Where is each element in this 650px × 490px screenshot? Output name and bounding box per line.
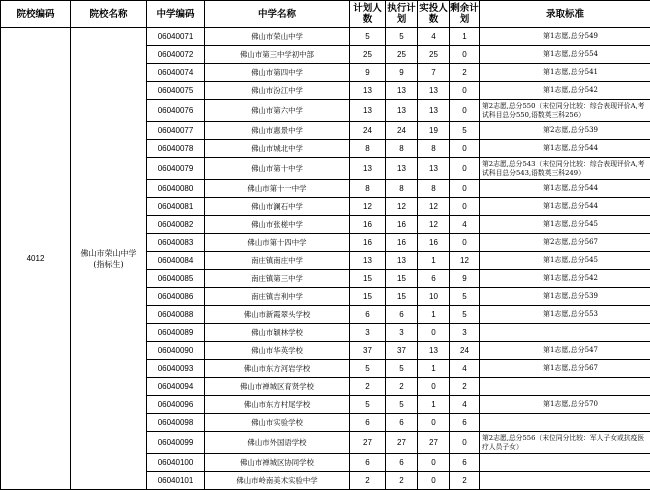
remain-cell: 2 [450, 64, 480, 82]
ms-name-cell: 佛山市岭南美术实验中学 [205, 472, 350, 490]
ms-name-cell: 佛山市颖林学校 [205, 324, 350, 342]
remain-cell: 4 [450, 216, 480, 234]
plan-cell: 3 [350, 324, 386, 342]
actual-cell: 27 [418, 432, 450, 454]
ms-code-cell: 06040100 [147, 454, 205, 472]
standard-cell: 第1志愿,总分539 [480, 288, 650, 306]
ms-name-cell: 佛山市华英学校 [205, 342, 350, 360]
ms-name-cell: 佛山市东方村尾学校 [205, 396, 350, 414]
plan-cell: 5 [350, 360, 386, 378]
remain-cell: 12 [450, 252, 480, 270]
plan-cell: 2 [350, 472, 386, 490]
header-exec: 执行计划 [386, 1, 418, 28]
exec-cell: 2 [386, 378, 418, 396]
exec-cell: 5 [386, 396, 418, 414]
ms-name-cell: 南庄镇南庄中学 [205, 252, 350, 270]
exec-cell: 15 [386, 288, 418, 306]
exec-cell: 15 [386, 270, 418, 288]
plan-cell: 2 [350, 378, 386, 396]
plan-cell: 16 [350, 216, 386, 234]
ms-name-cell: 佛山市荣山中学 [205, 28, 350, 46]
actual-cell: 25 [418, 46, 450, 64]
remain-cell: 6 [450, 454, 480, 472]
standard-cell: 第1志愿,总分544 [480, 180, 650, 198]
ms-name-cell: 佛山市汾江中学 [205, 82, 350, 100]
header-school-name: 院校名称 [71, 1, 147, 28]
plan-cell: 8 [350, 140, 386, 158]
actual-cell: 7 [418, 64, 450, 82]
actual-cell: 0 [418, 414, 450, 432]
exec-cell: 6 [386, 414, 418, 432]
plan-cell: 13 [350, 100, 386, 122]
standard-cell [480, 378, 650, 396]
standard-cell: 第1志愿,总分544 [480, 140, 650, 158]
standard-cell: 第1志愿,总分545 [480, 216, 650, 234]
ms-code-cell: 06040074 [147, 64, 205, 82]
exec-cell: 9 [386, 64, 418, 82]
standard-cell [480, 472, 650, 490]
exec-cell: 8 [386, 140, 418, 158]
remain-cell: 1 [450, 28, 480, 46]
exec-cell: 5 [386, 28, 418, 46]
remain-cell: 2 [450, 378, 480, 396]
actual-cell: 16 [418, 234, 450, 252]
remain-cell: 0 [450, 432, 480, 454]
actual-cell: 4 [418, 28, 450, 46]
remain-cell: 9 [450, 270, 480, 288]
ms-name-cell: 南庄镇吉利中学 [205, 288, 350, 306]
standard-cell: 第1志愿,总分541 [480, 64, 650, 82]
ms-code-cell: 06040096 [147, 396, 205, 414]
ms-code-cell: 06040085 [147, 270, 205, 288]
standard-cell: 第2志愿,总分567 [480, 234, 650, 252]
remain-cell: 5 [450, 122, 480, 140]
header-standard: 录取标准 [480, 1, 650, 28]
plan-cell: 25 [350, 46, 386, 64]
exec-cell: 5 [386, 360, 418, 378]
header-ms-name: 中学名称 [205, 1, 350, 28]
remain-cell: 24 [450, 342, 480, 360]
ms-code-cell: 06040098 [147, 414, 205, 432]
header-actual: 实投人数 [418, 1, 450, 28]
plan-cell: 5 [350, 28, 386, 46]
ms-code-cell: 06040071 [147, 28, 205, 46]
exec-cell: 8 [386, 180, 418, 198]
remain-cell: 0 [450, 198, 480, 216]
ms-name-cell: 佛山市新霞翠头学校 [205, 306, 350, 324]
remain-cell: 4 [450, 360, 480, 378]
plan-cell: 27 [350, 432, 386, 454]
plan-cell: 13 [350, 158, 386, 180]
ms-name-cell: 佛山市第十中学 [205, 158, 350, 180]
ms-name-cell: 佛山市外国语学校 [205, 432, 350, 454]
ms-code-cell: 06040072 [147, 46, 205, 64]
ms-code-cell: 06040082 [147, 216, 205, 234]
ms-name-cell: 佛山市第三中学初中部 [205, 46, 350, 64]
remain-cell: 0 [450, 100, 480, 122]
actual-cell: 13 [418, 100, 450, 122]
ms-code-cell: 06040090 [147, 342, 205, 360]
standard-cell: 第1志愿,总分553 [480, 306, 650, 324]
ms-code-cell: 06040075 [147, 82, 205, 100]
exec-cell: 6 [386, 306, 418, 324]
header-plan: 计划人数 [350, 1, 386, 28]
exec-cell: 24 [386, 122, 418, 140]
remain-cell: 6 [450, 414, 480, 432]
exec-cell: 13 [386, 100, 418, 122]
ms-name-cell: 佛山市澜石中学 [205, 198, 350, 216]
ms-code-cell: 06040101 [147, 472, 205, 490]
plan-cell: 16 [350, 234, 386, 252]
standard-cell: 第1志愿,总分567 [480, 360, 650, 378]
header-school-code: 院校编码 [1, 1, 71, 28]
actual-cell: 12 [418, 198, 450, 216]
ms-code-cell: 06040088 [147, 306, 205, 324]
plan-cell: 8 [350, 180, 386, 198]
exec-cell: 2 [386, 472, 418, 490]
plan-cell: 9 [350, 64, 386, 82]
plan-cell: 12 [350, 198, 386, 216]
plan-cell: 24 [350, 122, 386, 140]
exec-cell: 13 [386, 158, 418, 180]
ms-name-cell: 佛山市实验学校 [205, 414, 350, 432]
actual-cell: 13 [418, 158, 450, 180]
exec-cell: 16 [386, 234, 418, 252]
actual-cell: 8 [418, 140, 450, 158]
actual-cell: 1 [418, 360, 450, 378]
ms-name-cell: 佛山市第十四中学 [205, 234, 350, 252]
exec-cell: 27 [386, 432, 418, 454]
header-ms-code: 中学编码 [147, 1, 205, 28]
actual-cell: 19 [418, 122, 450, 140]
exec-cell: 3 [386, 324, 418, 342]
plan-cell: 6 [350, 306, 386, 324]
ms-name-cell: 佛山市第六中学 [205, 100, 350, 122]
exec-cell: 13 [386, 252, 418, 270]
ms-code-cell: 06040086 [147, 288, 205, 306]
plan-cell: 6 [350, 414, 386, 432]
ms-code-cell: 06040094 [147, 378, 205, 396]
ms-code-cell: 06040099 [147, 432, 205, 454]
table-row [1, 28, 650, 46]
actual-cell: 1 [418, 252, 450, 270]
actual-cell: 13 [418, 342, 450, 360]
standard-cell: 第2志愿,总分550（末位同分比较：综合表现评价A,考试科目总分550,语数英三科256） [480, 100, 650, 122]
ms-name-cell: 佛山市城北中学 [205, 140, 350, 158]
exec-cell: 12 [386, 198, 418, 216]
remain-cell: 5 [450, 288, 480, 306]
plan-cell: 5 [350, 396, 386, 414]
school-name-cell [71, 28, 147, 490]
ms-name-cell: 佛山市东方河岩学校 [205, 360, 350, 378]
school-name-line1: 佛山市荣山中学 [71, 248, 146, 259]
ms-code-cell: 06040093 [147, 360, 205, 378]
remain-cell: 0 [450, 82, 480, 100]
ms-name-cell: 佛山市惠景中学 [205, 122, 350, 140]
remain-cell: 5 [450, 306, 480, 324]
ms-code-cell: 06040079 [147, 158, 205, 180]
ms-name-cell: 佛山市张槎中学 [205, 216, 350, 234]
standard-cell: 第2志愿,总分543（末位同分比较：综合表现评价A,考试科目总分543,语数英三科249） [480, 158, 650, 180]
header-row [1, 1, 650, 28]
ms-name-cell: 佛山市第十一中学 [205, 180, 350, 198]
standard-cell [480, 414, 650, 432]
plan-cell: 37 [350, 342, 386, 360]
actual-cell: 8 [418, 180, 450, 198]
plan-cell: 13 [350, 252, 386, 270]
ms-code-cell: 06040077 [147, 122, 205, 140]
standard-cell: 第1志愿,总分547 [480, 342, 650, 360]
ms-code-cell: 06040083 [147, 234, 205, 252]
actual-cell: 0 [418, 378, 450, 396]
ms-code-cell: 06040084 [147, 252, 205, 270]
actual-cell: 0 [418, 472, 450, 490]
header-remain: 剩余计划 [450, 1, 480, 28]
ms-name-cell: 南庄镇第三中学 [205, 270, 350, 288]
actual-cell: 13 [418, 82, 450, 100]
standard-cell: 第1志愿,总分549 [480, 28, 650, 46]
ms-code-cell: 06040089 [147, 324, 205, 342]
standard-cell [480, 454, 650, 472]
school-name-line2: (指标生) [71, 259, 146, 270]
exec-cell: 16 [386, 216, 418, 234]
remain-cell: 4 [450, 396, 480, 414]
remain-cell: 0 [450, 180, 480, 198]
ms-name-cell: 佛山市禅城区育贤学校 [205, 378, 350, 396]
actual-cell: 0 [418, 454, 450, 472]
actual-cell: 12 [418, 216, 450, 234]
ms-code-cell: 06040076 [147, 100, 205, 122]
standard-cell: 第1志愿,总分542 [480, 270, 650, 288]
standard-cell: 第1志愿,总分554 [480, 46, 650, 64]
ms-code-cell: 06040080 [147, 180, 205, 198]
plan-cell: 13 [350, 82, 386, 100]
actual-cell: 1 [418, 396, 450, 414]
standard-cell: 第1志愿,总分545 [480, 252, 650, 270]
ms-code-cell: 06040078 [147, 140, 205, 158]
ms-name-cell: 佛山市禅城区协同学校 [205, 454, 350, 472]
table-body [1, 28, 650, 490]
school-code-cell: 4012 [1, 28, 71, 490]
standard-cell: 第1志愿,总分570 [480, 396, 650, 414]
exec-cell: 25 [386, 46, 418, 64]
plan-cell: 15 [350, 288, 386, 306]
exec-cell: 6 [386, 454, 418, 472]
standard-cell: 第1志愿,总分544 [480, 198, 650, 216]
actual-cell: 1 [418, 306, 450, 324]
remain-cell: 2 [450, 472, 480, 490]
ms-name-cell: 佛山市第四中学 [205, 64, 350, 82]
standard-cell: 第1志愿,总分542 [480, 82, 650, 100]
actual-cell: 6 [418, 270, 450, 288]
plan-cell: 6 [350, 454, 386, 472]
remain-cell: 0 [450, 140, 480, 158]
exec-cell: 37 [386, 342, 418, 360]
ms-code-cell: 06040081 [147, 198, 205, 216]
remain-cell: 0 [450, 158, 480, 180]
remain-cell: 0 [450, 46, 480, 64]
remain-cell: 0 [450, 234, 480, 252]
actual-cell: 0 [418, 324, 450, 342]
actual-cell: 10 [418, 288, 450, 306]
plan-cell: 15 [350, 270, 386, 288]
standard-cell: 第2志愿,总分556（末位同分比较：军人子女或抗疫医疗人员子女） [480, 432, 650, 454]
standard-cell: 第2志愿,总分539 [480, 122, 650, 140]
standard-cell [480, 324, 650, 342]
exec-cell: 13 [386, 82, 418, 100]
remain-cell: 3 [450, 324, 480, 342]
